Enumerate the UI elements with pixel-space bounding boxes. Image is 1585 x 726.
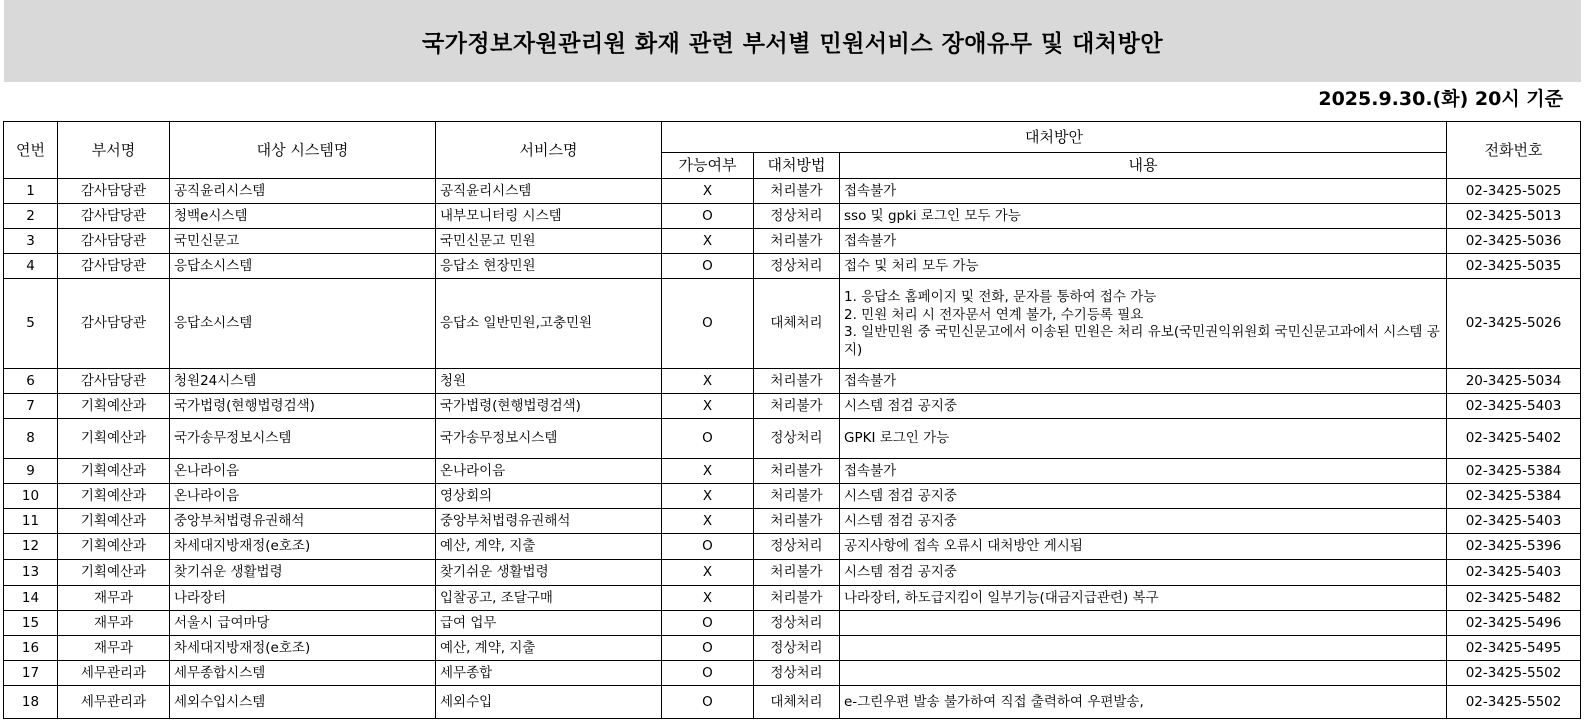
row-service: 중앙부처법령유권해석 [436, 509, 662, 534]
row-system: 국가송무정보시스템 [170, 419, 436, 459]
row-method: 처리불가 [754, 560, 840, 586]
row-avail: O [662, 636, 754, 661]
header-system: 대상 시스템명 [170, 122, 436, 179]
header-phone: 전화번호 [1447, 122, 1581, 179]
row-system: 서울시 급여마당 [170, 611, 436, 636]
row-avail: X [662, 369, 754, 394]
row-phone: 02-3425-5396 [1447, 534, 1581, 560]
row-service: 세무종합 [436, 661, 662, 686]
row-phone: 02-3425-5502 [1447, 661, 1581, 686]
row-dept: 기획예산과 [58, 484, 170, 509]
row-dept: 기획예산과 [58, 534, 170, 560]
row-method: 처리불가 [754, 229, 840, 254]
row-content: 시스템 점검 공지중 [840, 484, 1447, 509]
row-dept: 감사담당관 [58, 279, 170, 369]
row-system: 세외수입시스템 [170, 686, 436, 719]
row-system: 공직윤리시스템 [170, 179, 436, 204]
row-avail: X [662, 509, 754, 534]
row-service: 입찰공고, 조달구매 [436, 586, 662, 611]
row-content: GPKI 로그인 가능 [840, 419, 1447, 459]
row-no: 15 [4, 611, 58, 636]
row-method: 정상처리 [754, 611, 840, 636]
row-content [840, 636, 1447, 661]
row-method: 처리불가 [754, 394, 840, 419]
row-phone: 02-3425-5482 [1447, 586, 1581, 611]
row-method: 정상처리 [754, 534, 840, 560]
row-method: 정상처리 [754, 636, 840, 661]
row-no: 5 [4, 279, 58, 369]
row-service: 응답소 현장민원 [436, 254, 662, 279]
row-system: 찾기쉬운 생활법령 [170, 560, 436, 586]
row-avail: O [662, 534, 754, 560]
row-dept: 감사담당관 [58, 229, 170, 254]
row-dept: 세무관리과 [58, 661, 170, 686]
row-content: 접속불가 [840, 229, 1447, 254]
row-dept: 세무관리과 [58, 686, 170, 719]
row-content: 시스템 점검 공지중 [840, 394, 1447, 419]
title-bar [4, 0, 1581, 82]
table-row [4, 611, 1581, 636]
row-method: 처리불가 [754, 369, 840, 394]
row-service: 예산, 계약, 지출 [436, 534, 662, 560]
row-system: 국가법령(현행법령검색) [170, 394, 436, 419]
row-content: 공지사항에 접속 오류시 대처방안 게시됨 [840, 534, 1447, 560]
row-no: 16 [4, 636, 58, 661]
row-system: 청원24시스템 [170, 369, 436, 394]
table-row [4, 586, 1581, 611]
row-dept: 재무과 [58, 586, 170, 611]
row-no: 9 [4, 459, 58, 484]
row-system: 나라장터 [170, 586, 436, 611]
row-method: 정상처리 [754, 661, 840, 686]
row-avail: O [662, 279, 754, 369]
table-row [4, 636, 1581, 661]
row-content: 접수 및 처리 모두 가능 [840, 254, 1447, 279]
row-dept: 기획예산과 [58, 459, 170, 484]
row-phone: 02-3425-5025 [1447, 179, 1581, 204]
table-row [4, 509, 1581, 534]
row-content [840, 661, 1447, 686]
header-content: 내용 [840, 153, 1447, 179]
header-service: 서비스명 [436, 122, 662, 179]
row-dept: 기획예산과 [58, 419, 170, 459]
header-dept: 부서명 [58, 122, 170, 179]
row-avail: O [662, 611, 754, 636]
row-content: 시스템 점검 공지중 [840, 560, 1447, 586]
row-avail: O [662, 204, 754, 229]
row-service: 내부모니터링 시스템 [436, 204, 662, 229]
table-row [4, 369, 1581, 394]
row-system: 응답소시스템 [170, 254, 436, 279]
row-phone: 02-3425-5013 [1447, 204, 1581, 229]
table-row [4, 279, 1581, 369]
row-content: e-그린우편 발송 불가하여 직접 출력하여 우편발송, [840, 686, 1447, 719]
row-method: 정상처리 [754, 419, 840, 459]
row-avail: X [662, 586, 754, 611]
row-avail: O [662, 686, 754, 719]
row-content: 접속불가 [840, 369, 1447, 394]
row-dept: 감사담당관 [58, 254, 170, 279]
table-row [4, 484, 1581, 509]
row-system: 청백e시스템 [170, 204, 436, 229]
row-method: 대체처리 [754, 279, 840, 369]
row-system: 중앙부처법령유권해석 [170, 509, 436, 534]
row-phone: 02-3425-5403 [1447, 560, 1581, 586]
row-content: 시스템 점검 공지중 [840, 509, 1447, 534]
row-system: 온나라이음 [170, 459, 436, 484]
row-no: 11 [4, 509, 58, 534]
header-avail: 가능여부 [662, 153, 754, 179]
table-row [4, 686, 1581, 719]
row-phone: 02-3425-5403 [1447, 509, 1581, 534]
row-avail: O [662, 661, 754, 686]
row-service: 응답소 일반민원,고충민원 [436, 279, 662, 369]
row-phone: 02-3425-5495 [1447, 636, 1581, 661]
table-row [4, 661, 1581, 686]
row-avail: X [662, 394, 754, 419]
row-no: 8 [4, 419, 58, 459]
row-no: 18 [4, 686, 58, 719]
row-method: 처리불가 [754, 459, 840, 484]
as-of-date: 2025.9.30.(화) 20시 기준 [1318, 88, 1563, 110]
row-method: 대체처리 [754, 686, 840, 719]
row-dept: 기획예산과 [58, 560, 170, 586]
header-no: 연번 [4, 122, 58, 179]
page-title: 국가정보자원관리원 화재 관련 부서별 민원서비스 장애유무 및 대처방안 [421, 30, 1164, 57]
row-phone: 20-3425-5034 [1447, 369, 1581, 394]
row-system: 응답소시스템 [170, 279, 436, 369]
row-no: 13 [4, 560, 58, 586]
row-method: 처리불가 [754, 179, 840, 204]
row-system: 차세대지방재정(e호조) [170, 636, 436, 661]
row-no: 17 [4, 661, 58, 686]
row-dept: 감사담당관 [58, 204, 170, 229]
row-phone: 02-3425-5384 [1447, 484, 1581, 509]
row-system: 차세대지방재정(e호조) [170, 534, 436, 560]
row-service: 공직윤리시스템 [436, 179, 662, 204]
row-service: 급여 업무 [436, 611, 662, 636]
row-content: 나라장터, 하도급지킴이 일부기능(대금지급관련) 복구 [840, 586, 1447, 611]
row-no: 4 [4, 254, 58, 279]
table-row [4, 254, 1581, 279]
row-dept: 재무과 [58, 636, 170, 661]
service-status-table [3, 121, 1581, 719]
row-dept: 감사담당관 [58, 179, 170, 204]
table-body [4, 179, 1581, 719]
row-phone: 02-3425-5403 [1447, 394, 1581, 419]
header-row-1 [4, 122, 1581, 153]
row-no: 3 [4, 229, 58, 254]
row-system: 온나라이음 [170, 484, 436, 509]
row-no: 2 [4, 204, 58, 229]
row-service: 예산, 계약, 지출 [436, 636, 662, 661]
row-avail: O [662, 419, 754, 459]
table-row [4, 204, 1581, 229]
row-phone: 02-3425-5384 [1447, 459, 1581, 484]
row-dept: 감사담당관 [58, 369, 170, 394]
row-service: 영상회의 [436, 484, 662, 509]
header-method: 대처방법 [754, 153, 840, 179]
row-service: 국민신문고 민원 [436, 229, 662, 254]
table-row [4, 394, 1581, 419]
row-content: 1. 응답소 홈페이지 및 전화, 문자를 통하여 접수 가능 2. 민원 처리 시 전자문서 연계 불가, 수기등록 필요 3. 일반민원 중 국민신문고에서 이송된 민원은 처리 유보(국민권익위원회 국민신문고과에서 시스템 공지) [840, 279, 1447, 369]
row-service: 청원 [436, 369, 662, 394]
row-service: 온나라이음 [436, 459, 662, 484]
row-service: 찾기쉬운 생활법령 [436, 560, 662, 586]
table-row [4, 459, 1581, 484]
row-phone: 02-3425-5026 [1447, 279, 1581, 369]
row-dept: 기획예산과 [58, 394, 170, 419]
row-service: 국가법령(현행법령검색) [436, 394, 662, 419]
row-no: 14 [4, 586, 58, 611]
header-plan: 대처방안 [662, 122, 1447, 153]
row-content [840, 611, 1447, 636]
row-service: 세외수입 [436, 686, 662, 719]
row-method: 정상처리 [754, 204, 840, 229]
row-service: 국가송무정보시스템 [436, 419, 662, 459]
row-avail: X [662, 229, 754, 254]
row-method: 정상처리 [754, 254, 840, 279]
table-row [4, 229, 1581, 254]
row-avail: X [662, 560, 754, 586]
row-no: 6 [4, 369, 58, 394]
table-row [4, 419, 1581, 459]
row-avail: O [662, 254, 754, 279]
row-dept: 기획예산과 [58, 509, 170, 534]
table-row [4, 560, 1581, 586]
row-content: 접속불가 [840, 459, 1447, 484]
row-system: 국민신문고 [170, 229, 436, 254]
row-system: 세무종합시스템 [170, 661, 436, 686]
row-method: 처리불가 [754, 484, 840, 509]
row-no: 10 [4, 484, 58, 509]
row-avail: X [662, 179, 754, 204]
row-content: 접속불가 [840, 179, 1447, 204]
row-no: 12 [4, 534, 58, 560]
row-no: 7 [4, 394, 58, 419]
row-phone: 02-3425-5502 [1447, 686, 1581, 719]
table-row [4, 179, 1581, 204]
row-content: sso 및 gpki 로그인 모두 가능 [840, 204, 1447, 229]
table-row [4, 534, 1581, 560]
row-avail: X [662, 484, 754, 509]
row-phone: 02-3425-5035 [1447, 254, 1581, 279]
row-phone: 02-3425-5496 [1447, 611, 1581, 636]
row-no: 1 [4, 179, 58, 204]
row-phone: 02-3425-5036 [1447, 229, 1581, 254]
row-avail: X [662, 459, 754, 484]
row-method: 처리불가 [754, 509, 840, 534]
row-method: 처리불가 [754, 586, 840, 611]
row-phone: 02-3425-5402 [1447, 419, 1581, 459]
row-dept: 재무과 [58, 611, 170, 636]
